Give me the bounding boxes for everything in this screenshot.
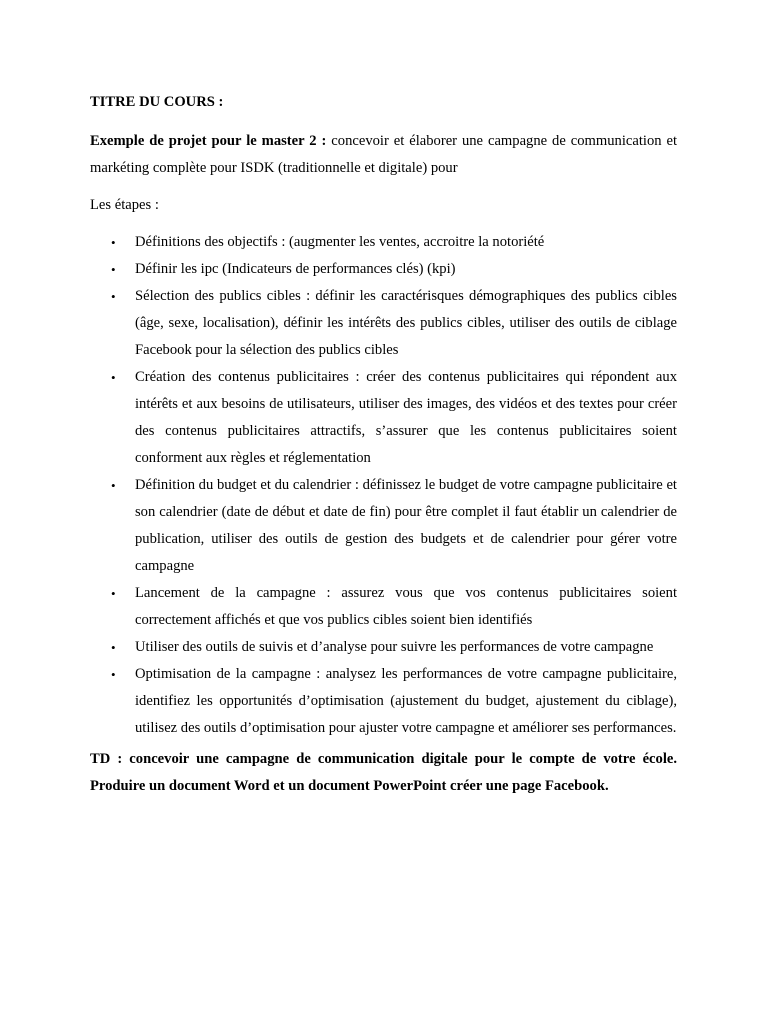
step-text: Sélection des publics cibles : définir les caractérisques démographiques des publics cibles (âge, sexe, localisation), définir les intérêts des publics cibles, utiliser des outils de ciblage Facebook pour la sélection des publics cibles (135, 288, 677, 358)
steps-list (90, 229, 677, 742)
bullet-icon: • (111, 262, 116, 277)
bullet-icon: • (111, 667, 116, 682)
step-text: Création des contenus publicitaires : créer des contenus publicitaires qui répondent aux intérêts et aux besoins de utilisateurs, utiliser des images, des vidéos et des textes pour créer des contenus publicitaires attractifs, s’assurer que les contenus publicitaires soient conforment aux règles et réglementation (135, 369, 677, 466)
step-text: Définitions des objectifs : (augmenter les ventes, accroitre la notoriété (135, 234, 545, 250)
steps-label: Les étapes : (90, 197, 159, 213)
document-body (90, 92, 677, 800)
td-assignment: TD : concevoir une campagne de communication digitale pour le compte de votre école. Produire un document Word et un document PowerPoint créer une page Facebook. (90, 751, 677, 794)
step-item-kpi (90, 256, 677, 283)
step-text: Lancement de la campagne : assurez vous que vos contenus publicitaires soient correctement affichés et que vos publics cibles soient bien identifiés (135, 585, 677, 628)
step-item-objectives (90, 229, 677, 256)
bullet-icon: • (111, 478, 116, 493)
bullet-icon: • (111, 289, 116, 304)
bullet-icon: • (111, 370, 116, 385)
project-intro (90, 128, 677, 182)
step-text: Utiliser des outils de suivis et d’analyse pour suivre les performances de votre campagne (135, 639, 654, 655)
step-item-optimisation (90, 661, 677, 742)
course-title: TITRE DU COURS : (90, 94, 224, 110)
project-intro-lead: Exemple de projet pour le master 2 : (90, 133, 327, 149)
step-item-budget (90, 472, 677, 580)
bullet-icon: • (111, 640, 116, 655)
project-intro-text: concevoir et élaborer une campagne de communication et markéting complète pour ISDK (traditionnelle et digitale) pour (90, 133, 677, 176)
bullet-icon: • (111, 235, 116, 250)
bullet-icon: • (111, 586, 116, 601)
step-text: Définition du budget et du calendrier : définissez le budget de votre campagne publicitaire et son calendrier (date de début et date de fin) pour être complet il faut établir un calendrier de publication, utiliser des outils de gestion des budgets et de calendrier pour gérer votre campagne (135, 477, 677, 574)
step-item-content (90, 364, 677, 472)
step-text: Définir les ipc (Indicateurs de performances clés) (kpi) (135, 261, 456, 277)
step-item-tracking (90, 634, 677, 661)
step-text: Optimisation de la campagne : analysez les performances de votre campagne publicitaire, identifiez les opportunités d’optimisation (ajustement du budget, ajustement du ciblage), utilisez des outils d’optimisation pour ajuster votre campagne et améliorer ses performances. (135, 666, 677, 736)
step-item-audience (90, 283, 677, 364)
step-item-launch (90, 580, 677, 634)
